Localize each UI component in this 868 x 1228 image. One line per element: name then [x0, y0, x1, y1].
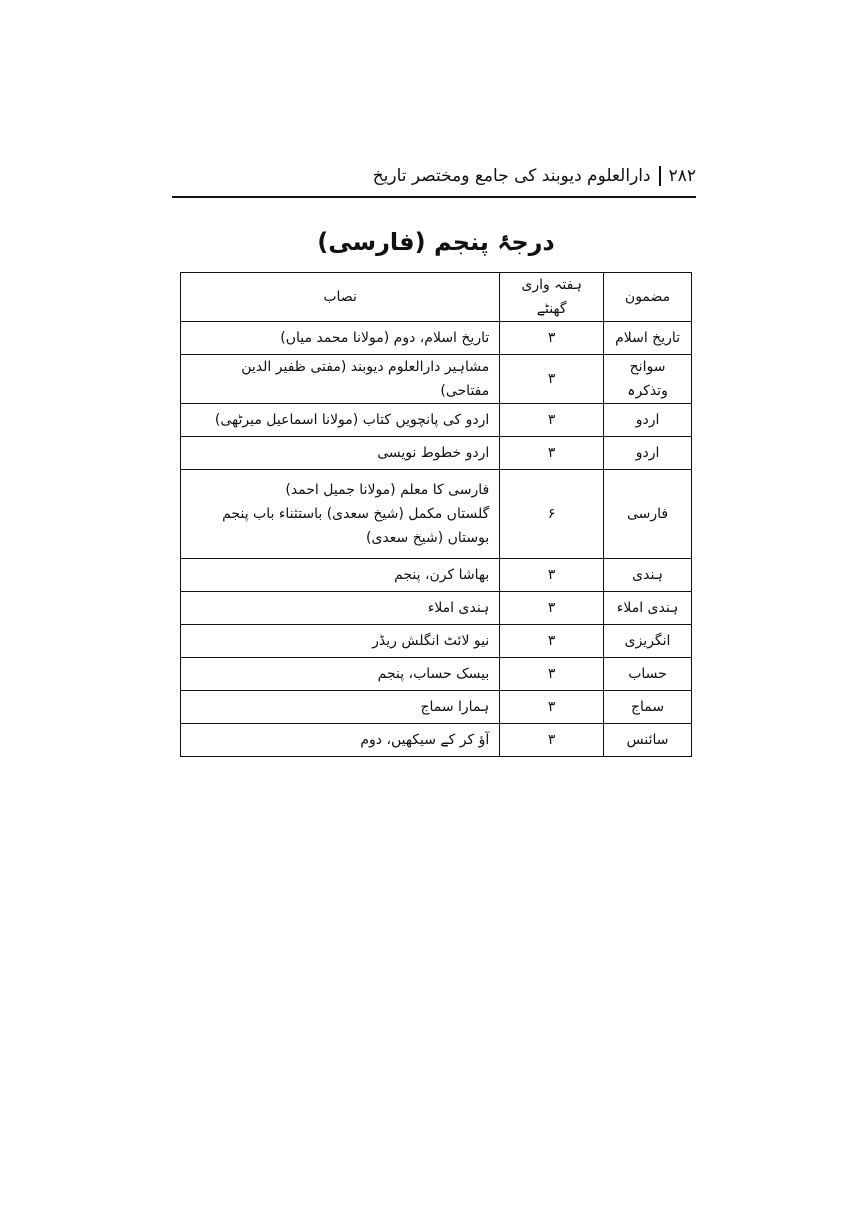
cell-subject: فارسی [604, 470, 692, 559]
table-row [181, 691, 692, 724]
cell-syllabus: اردو خطوط نویسی [181, 437, 500, 470]
cell-syllabus: ہمارا سماج [181, 691, 500, 724]
table-row [181, 592, 692, 625]
cell-hours: ۳ [500, 625, 604, 658]
cell-subject: تاریخ اسلام [604, 322, 692, 355]
syllabus-table [180, 272, 692, 757]
cell-subject: سماج [604, 691, 692, 724]
cell-hours: ۶ [500, 470, 604, 559]
table-row [181, 658, 692, 691]
cell-hours: ۳ [500, 322, 604, 355]
cell-syllabus: بھاشا کرن، پنجم [181, 559, 500, 592]
column-header-syllabus: نصاب [181, 273, 500, 322]
table-row [181, 470, 692, 559]
cell-syllabus: اردو کی پانچویں کتاب (مولانا اسماعیل میرٹھی) [181, 404, 500, 437]
table-row [181, 724, 692, 757]
table-row [181, 625, 692, 658]
syllabus-line: گلستاں مکمل (شیخ سعدی) باستثناء باب پنجم [222, 506, 490, 522]
table-row [181, 322, 692, 355]
cell-hours: ۳ [500, 724, 604, 757]
cell-syllabus: بیسک حساب، پنجم [181, 658, 500, 691]
cell-hours: ۳ [500, 691, 604, 724]
cell-subject: اردو [604, 437, 692, 470]
cell-hours: ۳ [500, 437, 604, 470]
syllabus-line: فارسی کا معلم (مولانا جمیل احمد) [285, 482, 490, 498]
header-separator [659, 166, 661, 186]
cell-subject: ہندی املاء [604, 592, 692, 625]
cell-syllabus: نیو لائٹ انگلش ریڈر [181, 625, 500, 658]
book-title: دارالعلوم دیوبند کی جامع ومختصر تاریخ [372, 166, 651, 186]
table-row [181, 559, 692, 592]
cell-syllabus: آؤ کر کے سیکھیں، دوم [181, 724, 500, 757]
table-header-row [181, 273, 692, 322]
cell-hours: ۳ [500, 355, 604, 404]
cell-hours: ۳ [500, 404, 604, 437]
column-header-subject: مضمون [604, 273, 692, 322]
page-number: ۲۸۲ [668, 166, 696, 186]
page-title: درجۂ پنجم (فارسی) [317, 228, 555, 256]
table-row [181, 437, 692, 470]
cell-hours: ۳ [500, 592, 604, 625]
cell-subject: اردو [604, 404, 692, 437]
cell-hours: ۳ [500, 658, 604, 691]
cell-syllabus [181, 470, 500, 559]
cell-subject: انگریزی [604, 625, 692, 658]
cell-subject: حساب [604, 658, 692, 691]
running-header [172, 158, 696, 194]
cell-syllabus: ہندی املاء [181, 592, 500, 625]
column-header-hours: ہفتہ واری گھنٹے [500, 273, 604, 322]
cell-subject: ہندی [604, 559, 692, 592]
syllabus-line: بوستاں (شیخ سعدی) [366, 530, 490, 546]
cell-subject: سوانح وتذکرہ [604, 355, 692, 404]
cell-hours: ۳ [500, 559, 604, 592]
table-row [181, 404, 692, 437]
table-row [181, 355, 692, 404]
cell-syllabus: تاریخ اسلام، دوم (مولانا محمد میاں) [181, 322, 500, 355]
header-rule [172, 196, 696, 198]
cell-subject: سائنس [604, 724, 692, 757]
cell-syllabus: مشاہیر دارالعلوم دیوبند (مفتی ظفیر الدین مفتاحی) [181, 355, 500, 404]
